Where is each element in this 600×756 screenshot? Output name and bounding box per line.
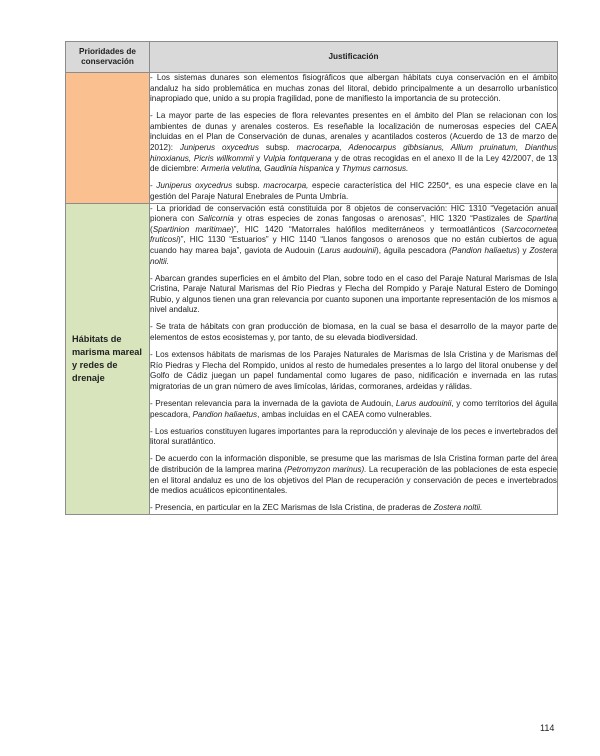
table-row — [66, 73, 558, 204]
justification-cell-dunes — [150, 73, 558, 204]
justification-paragraph: - Los sistemas dunares son elementos fisiográficos que albergan hábitats cuya conservación en el ámbito andaluz ha sido problemática en muchas zonas del litoral, debido principalmente a un desarrollo urbanístico inapropiado que, unido a su propia fragilidad, pone de manifiesto la importancia de su protección. — [150, 73, 557, 104]
justification-paragraph: - Se trata de hábitats con gran producción de biomasa, en la cual se basa el desarrollo de la mayor parte de elementos de estos ecosistemas y, por tanto, de su elevada biodiversidad. — [150, 322, 557, 343]
priority-cell-marshes — [66, 203, 150, 514]
justification-paragraph: - Presentan relevancia para la invernada de la gaviota de Audouin, Larus audouinii, y como territorios del águila pescadora, Pandion haliaetus, ambas incluidas en el CAEA como vulnerables. — [150, 399, 557, 419]
justification-paragraph: - La mayor parte de las especies de flora relevantes presentes en el ámbito del Plan se relacionan con los ambientes de dunas y arenales costeros. Es reseñable la localización de numerosas especies del CAEA incluidas en el Plan de Conservación de dunas, arenales y acantilados costeros (Acuerdo de 13 de marzo de 2012): Juniperus oxycedrus subsp. macrocarpa, Adenocarpus gibbsianus, Allium pruinatum, Dianthus hinoxianus, Picris willkommii y Vulpia fontquerana y de otras recogidas en el anexo II de la Ley 42/2007, de 13 de diciembre: Armeria velutina, Gaudinia hispanica y Thymus carnosus. — [150, 111, 557, 174]
table-header-row — [66, 42, 558, 73]
justification-paragraph: - Abarcan grandes superficies en el ámbito del Plan, sobre todo en el caso del Paraje Natural Marismas de Isla Cristina, Paraje Natural Marismas del Río Piedras y Flecha del Rompido y Paraje Natural Estero de Domingo Rubio, y algunos tienen una gran relevancia por cuanto suponen una importante representación de los mismos a nivel andaluz. — [150, 273, 557, 315]
justification-paragraph: - La prioridad de conservación está constituida por 8 objetos de conservación: HIC 1310 “Vegetación anual pionera con Salicornia y otras especies de zonas fangosas o arenosas”, HIC 1320 “Pastizales de Spartina (Spartinion maritimae)”, HIC 1420 “Matorrales halófilos mediterráneos y termoatlánticos (Sarcocornetea fruticosi)”, HIC 1130 “Estuarios” y HIC 1140 “Llanos fangosos o arenosos que no están cubiertos de agua cuando hay marea baja”, gaviota de Audouin (Larus audouinii), águila pescadora (Pandion haliaetus) y Zostera noltii. — [150, 203, 557, 266]
justification-paragraph: - De acuerdo con la información disponible, se presume que las marismas de Isla Cristina forman parte del área de distribución de la lamprea marina (Petromyzon marinus). La recuperación de las poblaciones de esta especie en el litoral andaluz es uno de los objetivos del Plan de recuperación y conservación de peces e invertebrados de medios acuáticos epicontinentales. — [150, 454, 557, 496]
justification-paragraph: - Juniperus oxycedrus subsp. macrocarpa, especie característica del HIC 2250*, es una especie clave en la gestión del Paraje Natural Enebrales de Punta Umbría. — [150, 181, 557, 201]
priority-label: Hábitats de marisma mareal y redes de drenaje — [72, 333, 142, 383]
justification-paragraph: - Presencia, en particular en la ZEC Marismas de Isla Cristina, de praderas de Zostera noltii. — [150, 503, 483, 513]
priority-cell-dunes — [66, 73, 150, 204]
header-priorities: Prioridades de conservación — [66, 42, 150, 73]
table-row — [66, 203, 558, 514]
justification-cell-marshes — [150, 203, 558, 514]
conservation-priorities-table — [65, 41, 558, 515]
justification-paragraph: - Los extensos hábitats de marismas de los Parajes Naturales de Marismas de Isla Cristina y de Marismas del Río Piedras y Flecha del Rompido, unidos al resto de humedales presentes a lo largo del litoral onubense y del Golfo de Cádiz juegan un papel fundamental como lugares de paso, nidificación e invernada en las rutas migratorias de un gran número de aves limícolas, láridas, cormoranes, ardeidas y rálidas. — [150, 350, 557, 391]
page-number: 114 — [540, 723, 555, 733]
justification-paragraph: - Los estuarios constituyen lugares importantes para la reproducción y alevinaje de los peces e invertebrados del litoral suratlántico. — [150, 426, 557, 447]
header-justification: Justificación — [150, 42, 558, 73]
